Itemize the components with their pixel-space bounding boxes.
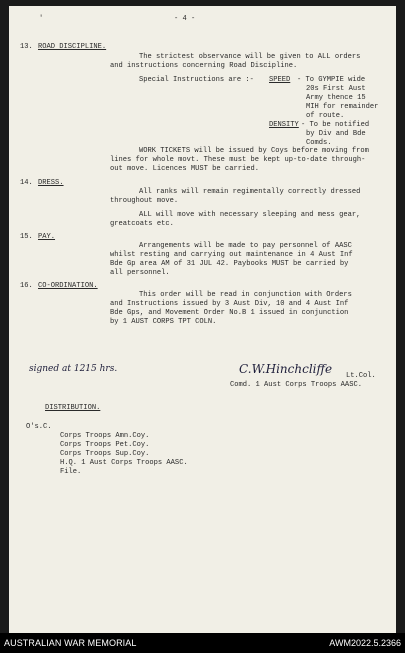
density-line2: by Div and Bde xyxy=(306,130,366,138)
s14-p1-line2: throughout move. xyxy=(110,197,179,205)
distribution-item: Corps Troops Amn.Coy. xyxy=(60,432,150,440)
corner-mark: ' xyxy=(39,15,44,23)
section-14-number: 14. xyxy=(20,179,33,187)
density-label: DENSITY xyxy=(269,121,299,129)
s15-p1-line1: Arrangements will be made to pay personnel of AASC xyxy=(139,242,352,250)
archive-footer-bar xyxy=(0,633,405,653)
s14-p2-line2: greatcoats etc. xyxy=(110,220,174,228)
density-line1: - To be notified xyxy=(301,121,370,129)
s15-p1-line3: Bde Gp area AM of 31 JUL 42. Paybooks MUST be carried by xyxy=(110,260,349,268)
speed-line1: - To GYMPIE wide xyxy=(297,76,366,84)
s15-p1-line4: all personnel. xyxy=(110,269,170,277)
section-16-number: 16. xyxy=(20,282,33,290)
s13-p1-line1: The strictest observance will be given to ALL orders xyxy=(139,53,361,61)
distribution-subheading: O's.C. xyxy=(26,423,52,431)
speed-line2: 20s First Aust xyxy=(306,85,366,93)
document-page xyxy=(9,6,396,633)
distribution-item: Corps Troops Pet.Coy. xyxy=(60,441,150,449)
section-15-heading: PAY. xyxy=(38,233,56,241)
archive-name: AUSTRALIAN WAR MEMORIAL xyxy=(4,638,137,648)
speed-label: SPEED xyxy=(269,76,291,84)
distribution-heading: DISTRIBUTION. xyxy=(45,404,101,412)
s13-p1-line2: and instructions concerning Road Discipline. xyxy=(110,62,298,70)
speed-line4: MIH for remainder xyxy=(306,103,379,111)
accession-number: AWM2022.5.2366 xyxy=(329,638,401,648)
density-line3: Comds. xyxy=(306,139,332,147)
page-number: - 4 - xyxy=(174,15,196,23)
s13-p2-line2: lines for whole movt. These must be kept up-to-date through- xyxy=(110,156,366,164)
special-instructions-intro: Special Instructions are :- xyxy=(139,76,254,84)
distribution-item: H.Q. 1 Aust Corps Troops AASC. xyxy=(60,459,188,467)
section-16-heading: CO-ORDINATION. xyxy=(38,282,98,290)
s14-p1-line1: All ranks will remain regimentally correctly dressed xyxy=(139,188,361,196)
section-13-number: 13. xyxy=(20,43,33,51)
s16-p1-line4: by 1 AUST CORPS TPT COLN. xyxy=(110,318,217,326)
signature-rank: Lt.Col. xyxy=(346,372,376,380)
s14-p2-line1: ALL will move with necessary sleeping and mess gear, xyxy=(139,211,361,219)
handwritten-signed-note: signed at 1215 hrs. xyxy=(29,364,118,374)
distribution-item: Corps Troops Sup.Coy. xyxy=(60,450,150,458)
speed-line5: of route. xyxy=(306,112,345,120)
handwritten-signature: C.W.Hinchcliffe xyxy=(239,362,333,376)
section-15-number: 15. xyxy=(20,233,33,241)
distribution-item: File. xyxy=(60,468,82,476)
speed-line3: Army thence 15 xyxy=(306,94,366,102)
s16-p1-line3: Bde Gps, and Movement Order No.B 1 issued in conjunction xyxy=(110,309,349,317)
section-14-heading: DRESS. xyxy=(38,179,64,187)
s13-p2-line3: out move. Licences MUST be carried. xyxy=(110,165,259,173)
s16-p1-line1: This order will be read in conjunction with Orders xyxy=(139,291,352,299)
signature-title: Comd. 1 Aust Corps Troops AASC. xyxy=(230,381,362,389)
s15-p1-line2: whilst resting and carrying out maintenance in 4 Aust Inf xyxy=(110,251,353,259)
section-13-heading: ROAD DISCIPLINE. xyxy=(38,43,107,51)
s16-p1-line2: and Instructions issued by 3 Aust Div, 10 and 4 Aust Inf xyxy=(110,300,349,308)
s13-p2-line1: WORK TICKETS will be issued by Coys before moving from xyxy=(139,147,369,155)
